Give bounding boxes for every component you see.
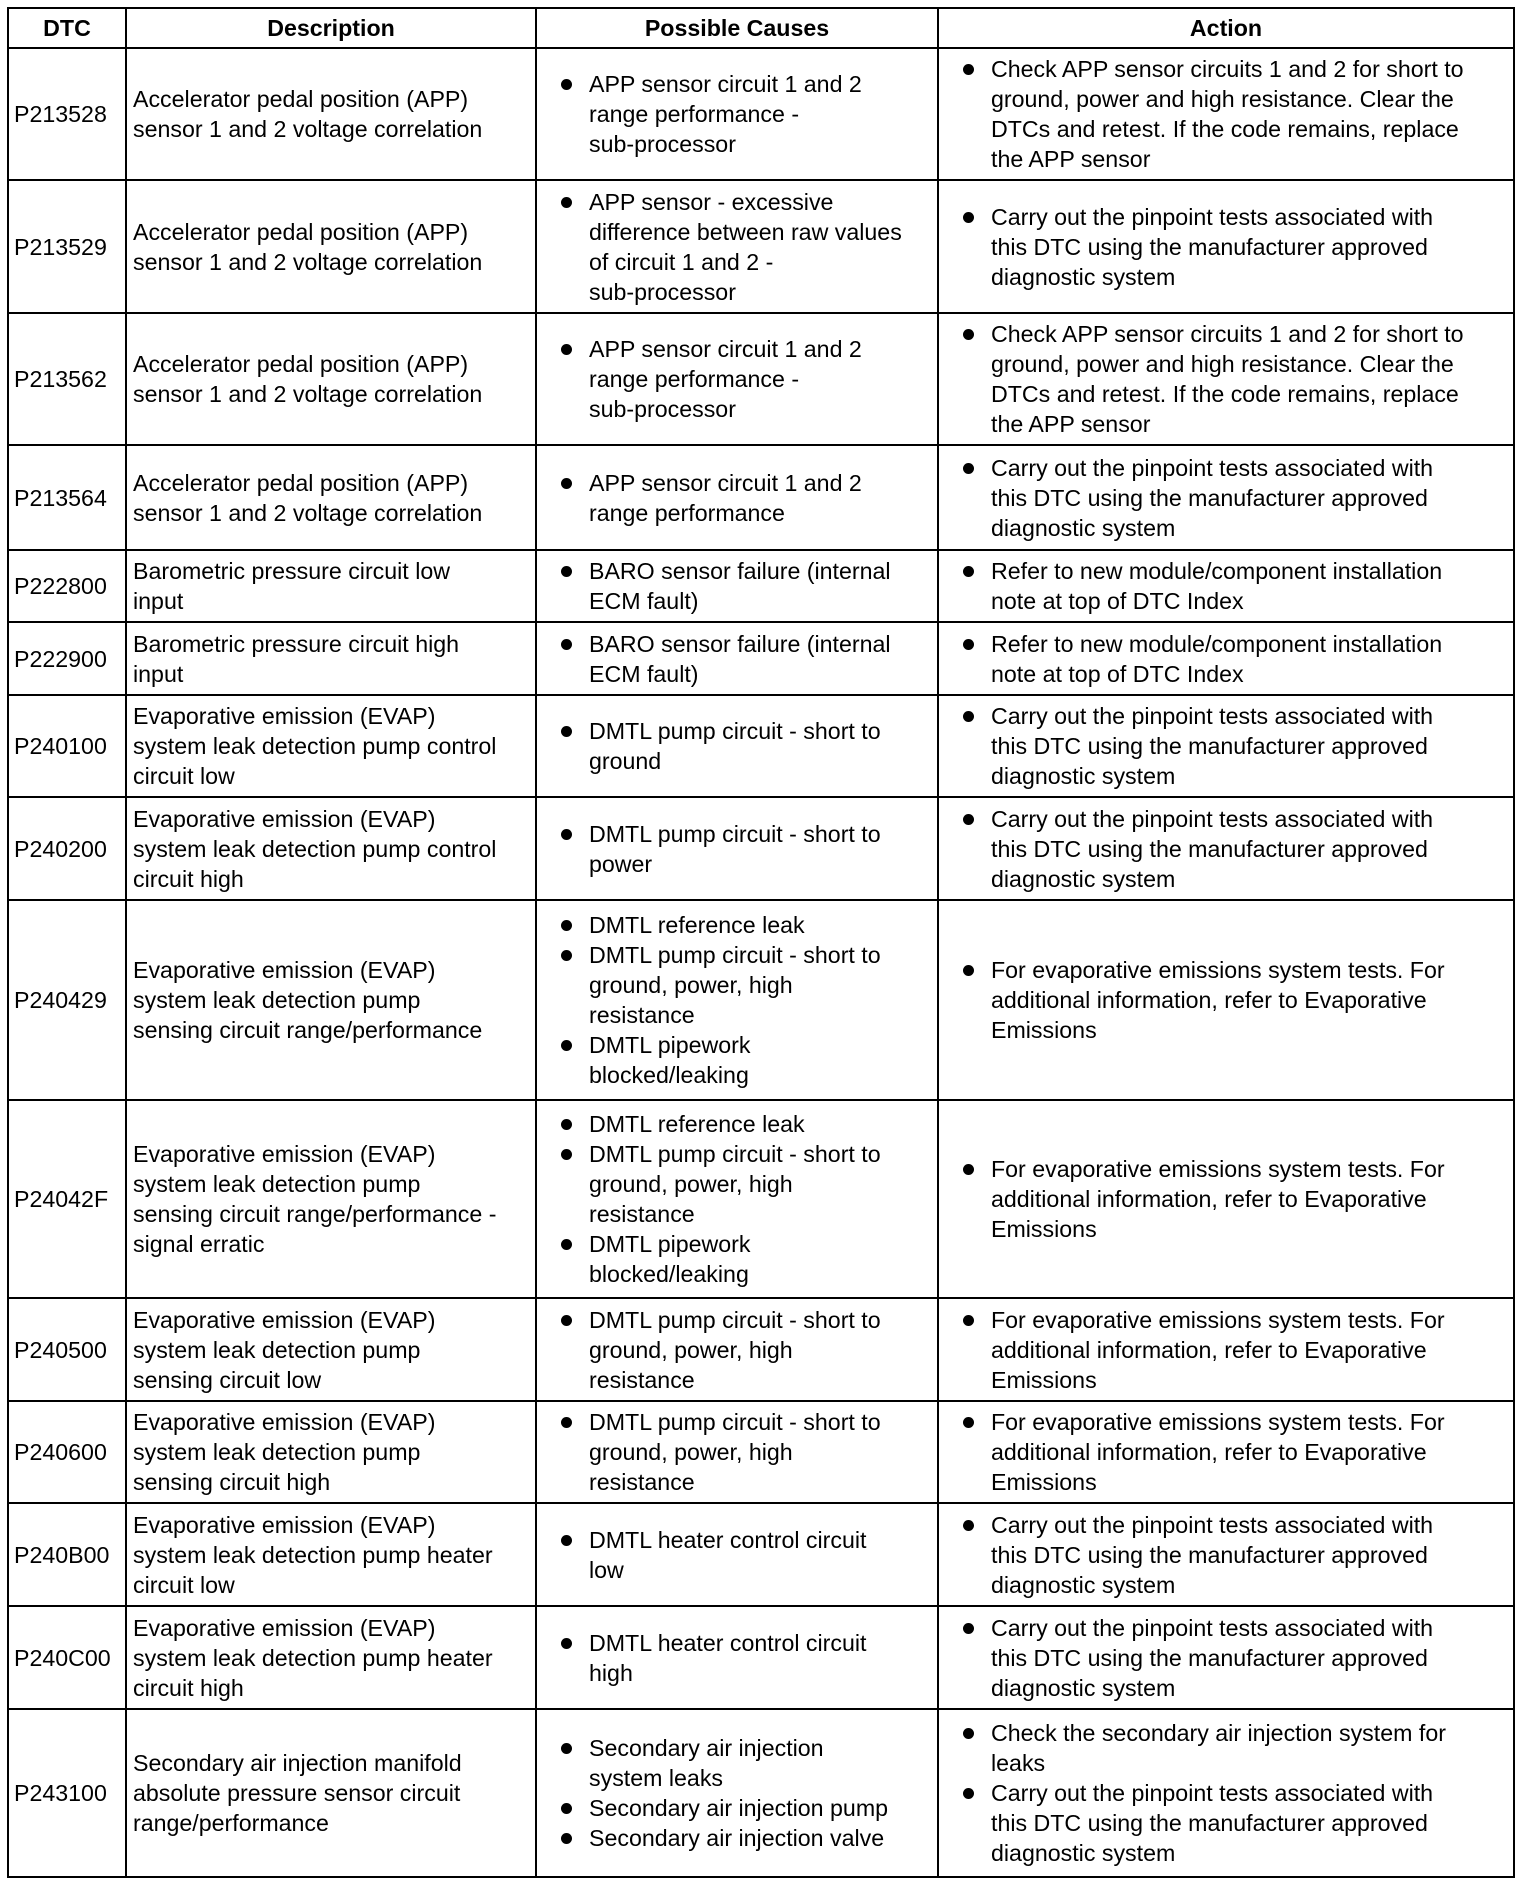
table-row	[8, 1606, 1514, 1709]
cause-item: Secondary air injection valve	[543, 1823, 931, 1853]
cause-item: BARO sensor failure (internal ECM fault)	[543, 629, 931, 689]
actions-list	[945, 1305, 1507, 1395]
actions-list	[945, 629, 1507, 689]
actions-list	[945, 1154, 1507, 1244]
possible-causes-cell	[536, 48, 938, 180]
action-item: For evaporative emissions system tests. For additional information, refer to Evaporative Emissions	[945, 1305, 1507, 1395]
possible-causes-cell	[536, 1709, 938, 1877]
dtc-description: Accelerator pedal position (APP) sensor 1 and 2 voltage correlation	[126, 180, 536, 313]
dtc-description: Evaporative emission (EVAP) system leak detection pump heater circuit low	[126, 1503, 536, 1606]
action-cell	[938, 180, 1514, 313]
table-row	[8, 695, 1514, 797]
table-row	[8, 1100, 1514, 1298]
cause-item: DMTL heater control circuit low	[543, 1525, 931, 1585]
causes-list	[543, 1305, 931, 1395]
cause-item: DMTL reference leak	[543, 1109, 931, 1139]
actions-list	[945, 955, 1507, 1045]
actions-list	[945, 202, 1507, 292]
action-cell	[938, 1100, 1514, 1298]
action-item: Carry out the pinpoint tests associated with this DTC using the manufacturer approved diagnostic system	[945, 1510, 1507, 1600]
table-row	[8, 180, 1514, 313]
table-row	[8, 1298, 1514, 1401]
dtc-code: P213528	[8, 48, 126, 180]
dtc-description: Evaporative emission (EVAP) system leak detection pump sensing circuit high	[126, 1401, 536, 1503]
action-item: Check the secondary air injection system for leaks	[945, 1718, 1507, 1778]
actions-list	[945, 1613, 1507, 1703]
dtc-description: Evaporative emission (EVAP) system leak detection pump sensing circuit range/performance	[126, 900, 536, 1100]
dtc-code: P240B00	[8, 1503, 126, 1606]
possible-causes-cell	[536, 1503, 938, 1606]
actions-list	[945, 804, 1507, 894]
cause-item: DMTL pump circuit - short to ground, power, high resistance	[543, 1407, 931, 1497]
cause-item: APP sensor circuit 1 and 2 range performance - sub-processor	[543, 334, 931, 424]
action-item: Refer to new module/component installation note at top of DTC Index	[945, 629, 1507, 689]
dtc-description: Secondary air injection manifold absolute pressure sensor circuit range/performance	[126, 1709, 536, 1877]
dtc-description: Evaporative emission (EVAP) system leak detection pump heater circuit high	[126, 1606, 536, 1709]
dtc-code: P222800	[8, 550, 126, 622]
action-cell	[938, 1503, 1514, 1606]
action-cell	[938, 48, 1514, 180]
dtc-description: Barometric pressure circuit low input	[126, 550, 536, 622]
action-item: Check APP sensor circuits 1 and 2 for short to ground, power and high resistance. Clear the DTCs and retest. If the code remains, replace the APP sensor	[945, 319, 1507, 439]
header-row	[8, 8, 1514, 48]
header-description: Description	[126, 8, 536, 48]
causes-list	[543, 1109, 931, 1289]
actions-list	[945, 1407, 1507, 1497]
cause-item: DMTL reference leak	[543, 910, 931, 940]
cause-item: DMTL pump circuit - short to ground	[543, 716, 931, 776]
possible-causes-cell	[536, 622, 938, 695]
possible-causes-cell	[536, 313, 938, 445]
dtc-code: P240500	[8, 1298, 126, 1401]
dtc-description: Evaporative emission (EVAP) system leak detection pump control circuit low	[126, 695, 536, 797]
dtc-code: P213564	[8, 445, 126, 550]
cause-item: APP sensor - excessive difference between raw values of circuit 1 and 2 - sub-processor	[543, 187, 931, 307]
dtc-description: Evaporative emission (EVAP) system leak detection pump control circuit high	[126, 797, 536, 900]
action-cell	[938, 1606, 1514, 1709]
dtc-code: P222900	[8, 622, 126, 695]
dtc-code: P240600	[8, 1401, 126, 1503]
cause-item: Secondary air injection pump	[543, 1793, 931, 1823]
action-cell	[938, 1709, 1514, 1877]
dtc-code: P240200	[8, 797, 126, 900]
causes-list	[543, 187, 931, 307]
cause-item: DMTL heater control circuit high	[543, 1628, 931, 1688]
causes-list	[543, 910, 931, 1090]
actions-list	[945, 1510, 1507, 1600]
action-item: For evaporative emissions system tests. For additional information, refer to Evaporative Emissions	[945, 1407, 1507, 1497]
table-row	[8, 797, 1514, 900]
action-cell	[938, 445, 1514, 550]
action-item: Refer to new module/component installation note at top of DTC Index	[945, 556, 1507, 616]
dtc-description: Accelerator pedal position (APP) sensor 1 and 2 voltage correlation	[126, 313, 536, 445]
table-row	[8, 1503, 1514, 1606]
table-body	[8, 48, 1514, 1877]
causes-list	[543, 716, 931, 776]
table-row	[8, 550, 1514, 622]
dtc-description: Evaporative emission (EVAP) system leak detection pump sensing circuit low	[126, 1298, 536, 1401]
causes-list	[543, 629, 931, 689]
action-cell	[938, 622, 1514, 695]
causes-list	[543, 1733, 931, 1853]
table-row	[8, 313, 1514, 445]
possible-causes-cell	[536, 695, 938, 797]
actions-list	[945, 701, 1507, 791]
cause-item: DMTL pump circuit - short to ground, power, high resistance	[543, 1305, 931, 1395]
table-row	[8, 445, 1514, 550]
table-row	[8, 622, 1514, 695]
possible-causes-cell	[536, 1298, 938, 1401]
header-possible-causes: Possible Causes	[536, 8, 938, 48]
causes-list	[543, 1628, 931, 1688]
causes-list	[543, 1525, 931, 1585]
possible-causes-cell	[536, 797, 938, 900]
causes-list	[543, 468, 931, 528]
cause-item: BARO sensor failure (internal ECM fault)	[543, 556, 931, 616]
possible-causes-cell	[536, 900, 938, 1100]
table-row	[8, 1709, 1514, 1877]
possible-causes-cell	[536, 180, 938, 313]
possible-causes-cell	[536, 1100, 938, 1298]
causes-list	[543, 1407, 931, 1497]
actions-list	[945, 453, 1507, 543]
causes-list	[543, 334, 931, 424]
dtc-code: P240C00	[8, 1606, 126, 1709]
action-item: Carry out the pinpoint tests associated with this DTC using the manufacturer approved diagnostic system	[945, 701, 1507, 791]
dtc-code: P213562	[8, 313, 126, 445]
table-row	[8, 1401, 1514, 1503]
actions-list	[945, 54, 1507, 174]
cause-item: Secondary air injection system leaks	[543, 1733, 931, 1793]
action-cell	[938, 695, 1514, 797]
header-dtc: DTC	[8, 8, 126, 48]
possible-causes-cell	[536, 1606, 938, 1709]
possible-causes-cell	[536, 1401, 938, 1503]
cause-item: DMTL pump circuit - short to ground, power, high resistance	[543, 1139, 931, 1229]
action-item: Carry out the pinpoint tests associated with this DTC using the manufacturer approved diagnostic system	[945, 1613, 1507, 1703]
cause-item: DMTL pipework blocked/leaking	[543, 1229, 931, 1289]
dtc-code: P240429	[8, 900, 126, 1100]
action-cell	[938, 1401, 1514, 1503]
action-item: For evaporative emissions system tests. For additional information, refer to Evaporative Emissions	[945, 955, 1507, 1045]
actions-list	[945, 1718, 1507, 1868]
cause-item: DMTL pump circuit - short to ground, power, high resistance	[543, 940, 931, 1030]
possible-causes-cell	[536, 550, 938, 622]
action-cell	[938, 550, 1514, 622]
dtc-code: P213529	[8, 180, 126, 313]
action-cell	[938, 797, 1514, 900]
table-row	[8, 900, 1514, 1100]
header-action: Action	[938, 8, 1514, 48]
action-cell	[938, 1298, 1514, 1401]
cause-item: APP sensor circuit 1 and 2 range performance	[543, 468, 931, 528]
dtc-code: P243100	[8, 1709, 126, 1877]
action-cell	[938, 900, 1514, 1100]
cause-item: APP sensor circuit 1 and 2 range performance - sub-processor	[543, 69, 931, 159]
action-item: For evaporative emissions system tests. For additional information, refer to Evaporative Emissions	[945, 1154, 1507, 1244]
dtc-code: P24042F	[8, 1100, 126, 1298]
table-row	[8, 48, 1514, 180]
action-item: Carry out the pinpoint tests associated with this DTC using the manufacturer approved diagnostic system	[945, 1778, 1507, 1868]
action-item: Carry out the pinpoint tests associated with this DTC using the manufacturer approved diagnostic system	[945, 804, 1507, 894]
possible-causes-cell	[536, 445, 938, 550]
cause-item: DMTL pump circuit - short to power	[543, 819, 931, 879]
action-item: Carry out the pinpoint tests associated with this DTC using the manufacturer approved diagnostic system	[945, 453, 1507, 543]
causes-list	[543, 69, 931, 159]
action-cell	[938, 313, 1514, 445]
actions-list	[945, 319, 1507, 439]
dtc-table	[7, 7, 1515, 1878]
dtc-description: Accelerator pedal position (APP) sensor 1 and 2 voltage correlation	[126, 48, 536, 180]
action-item: Carry out the pinpoint tests associated with this DTC using the manufacturer approved diagnostic system	[945, 202, 1507, 292]
dtc-description: Barometric pressure circuit high input	[126, 622, 536, 695]
dtc-description: Evaporative emission (EVAP) system leak detection pump sensing circuit range/performance - signal erratic	[126, 1100, 536, 1298]
causes-list	[543, 819, 931, 879]
actions-list	[945, 556, 1507, 616]
cause-item: DMTL pipework blocked/leaking	[543, 1030, 931, 1090]
causes-list	[543, 556, 931, 616]
dtc-code: P240100	[8, 695, 126, 797]
dtc-description: Accelerator pedal position (APP) sensor 1 and 2 voltage correlation	[126, 445, 536, 550]
action-item: Check APP sensor circuits 1 and 2 for short to ground, power and high resistance. Clear the DTCs and retest. If the code remains, replace the APP sensor	[945, 54, 1507, 174]
